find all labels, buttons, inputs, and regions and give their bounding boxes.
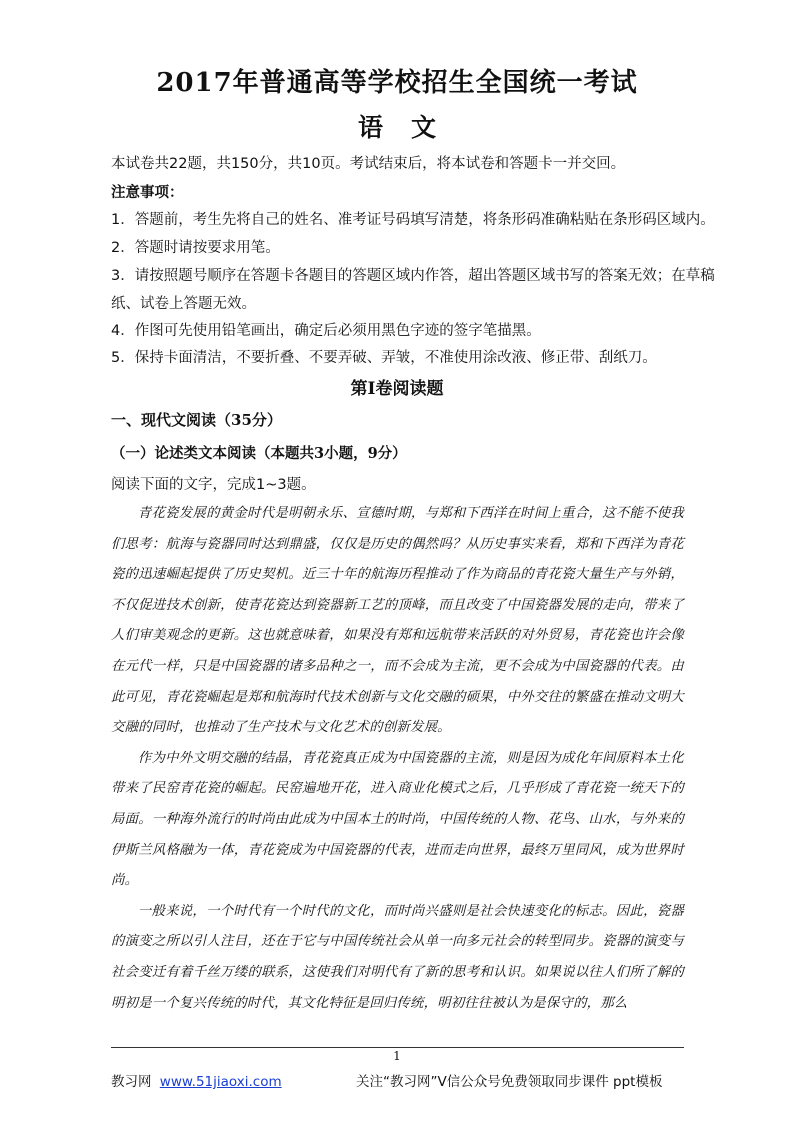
notice-item-5: 5．保持卡面清洁，不要折叠、不要弄破、弄皱，不准使用涂改液、修正带、刮纸刀。 (111, 350, 657, 366)
footer-site (111, 1070, 282, 1090)
footer-promo: 关注“教习网”V信公众号免费领取同步课件 ppt模板 (356, 1074, 663, 1090)
footer-divider (111, 1047, 684, 1048)
notice-item-3-cont: 纸、试卷上答题无效。 (111, 296, 256, 312)
part-heading: 一、现代文阅读（35分） (111, 411, 282, 429)
subject-title: 语文 (357, 113, 464, 142)
passage-paragraph-2: 作为中外文明交融的结晶，青花瓷真正成为中国瓷器的主流，则是因为成化年间原料本土化带来了民窑青花瓷的崛起。民窑遍地开花，进入商业化模式之后，几乎形成了青花瓷一统天下的局面。一种海外流行的时尚由此成为中国本土的时尚，中国传统的人物、花鸟、山水，与外来的伊斯兰风格融为一体，青花瓷成为中国瓷器的代表，进而走向世界，最终万里同风，成为世界时尚。 (111, 750, 684, 889)
notice-item-2: 2．答题时请按要求用笔。 (111, 240, 280, 256)
passage-paragraph-3: 一般来说，一个时代有一个时代的文化，而时尚兴盛则是社会快速变化的标志。因此，瓷器的演变之所以引人注目，还在于它与中国传统社会从单一向多元社会的转型同步。瓷器的演变与社会变迁有着千丝万缕的联系，这使我们对明代有了新的思考和认识。如果说以往人们所了解的明初是一个复兴传统的时代，其文化特征是回归传统，明初往往被认为是保守的，那么 (111, 903, 684, 1011)
subpart-heading: （一）论述类文本阅读（本题共3小题，9分） (111, 445, 407, 462)
section-heading: 第Ⅰ卷阅读题 (350, 379, 444, 399)
page-number: 1 (393, 1049, 401, 1063)
notice-item-1: 1．答题前，考生先将自己的姓名、准考证号码填写清楚，将条形码准确粘贴在条形码区域内。 (111, 212, 715, 228)
exam-title: 2017年普通高等学校招生全国统一考试 (156, 68, 638, 98)
reading-instruction: 阅读下面的文字，完成1~3题。 (111, 477, 316, 493)
footer-site-link[interactable]: www.51jiaoxi.com (159, 1074, 282, 1090)
exam-summary: 本试卷共22题，共150分，共10页。考试结束后，将本试卷和答题卡一并交回。 (111, 156, 626, 172)
footer-site-name: 教习网 (111, 1074, 152, 1090)
passage-paragraph-1: 青花瓷发展的黄金时代是明朝永乐、宣德时期，与郑和下西洋在时间上重合，这不能不使我们思考：航海与瓷器同时达到鼎盛，仅仅是历史的偶然吗？从历史事实来看，郑和下西洋为青花瓷的迅速崛起提供了历史契机。近三十年的航海历程推动了作为商品的青花瓷大量生产与外销，不仅促进技术创新，使青花瓷达到瓷器新工艺的顶峰，而且改变了中国瓷器发展的走向，带来了人们审美观念的更新。这也就意味着，如果没有郑和远航带来活跃的对外贸易，青花瓷也许会像在元代一样，只是中国瓷器的诸多品种之一，而不会成为主流，更不会成为中国瓷器的代表。由此可见，青花瓷崛起是郑和航海时代技术创新与文化交融的硕果，中外交往的繁盛在推动文明大交融的同时，也推动了生产技术与文化艺术的创新发展。 (111, 506, 684, 736)
notice-item-4: 4．作图可先使用铅笔画出，确定后必须用黑色字迹的签字笔描黑。 (111, 323, 541, 339)
notice-item-3: 3．请按照题号顺序在答题卡各题目的答题区域内作答，超出答题区域书写的答案无效；在草稿 (111, 268, 715, 284)
passage (111, 499, 684, 1019)
notice-heading: 注意事项： (111, 184, 184, 201)
